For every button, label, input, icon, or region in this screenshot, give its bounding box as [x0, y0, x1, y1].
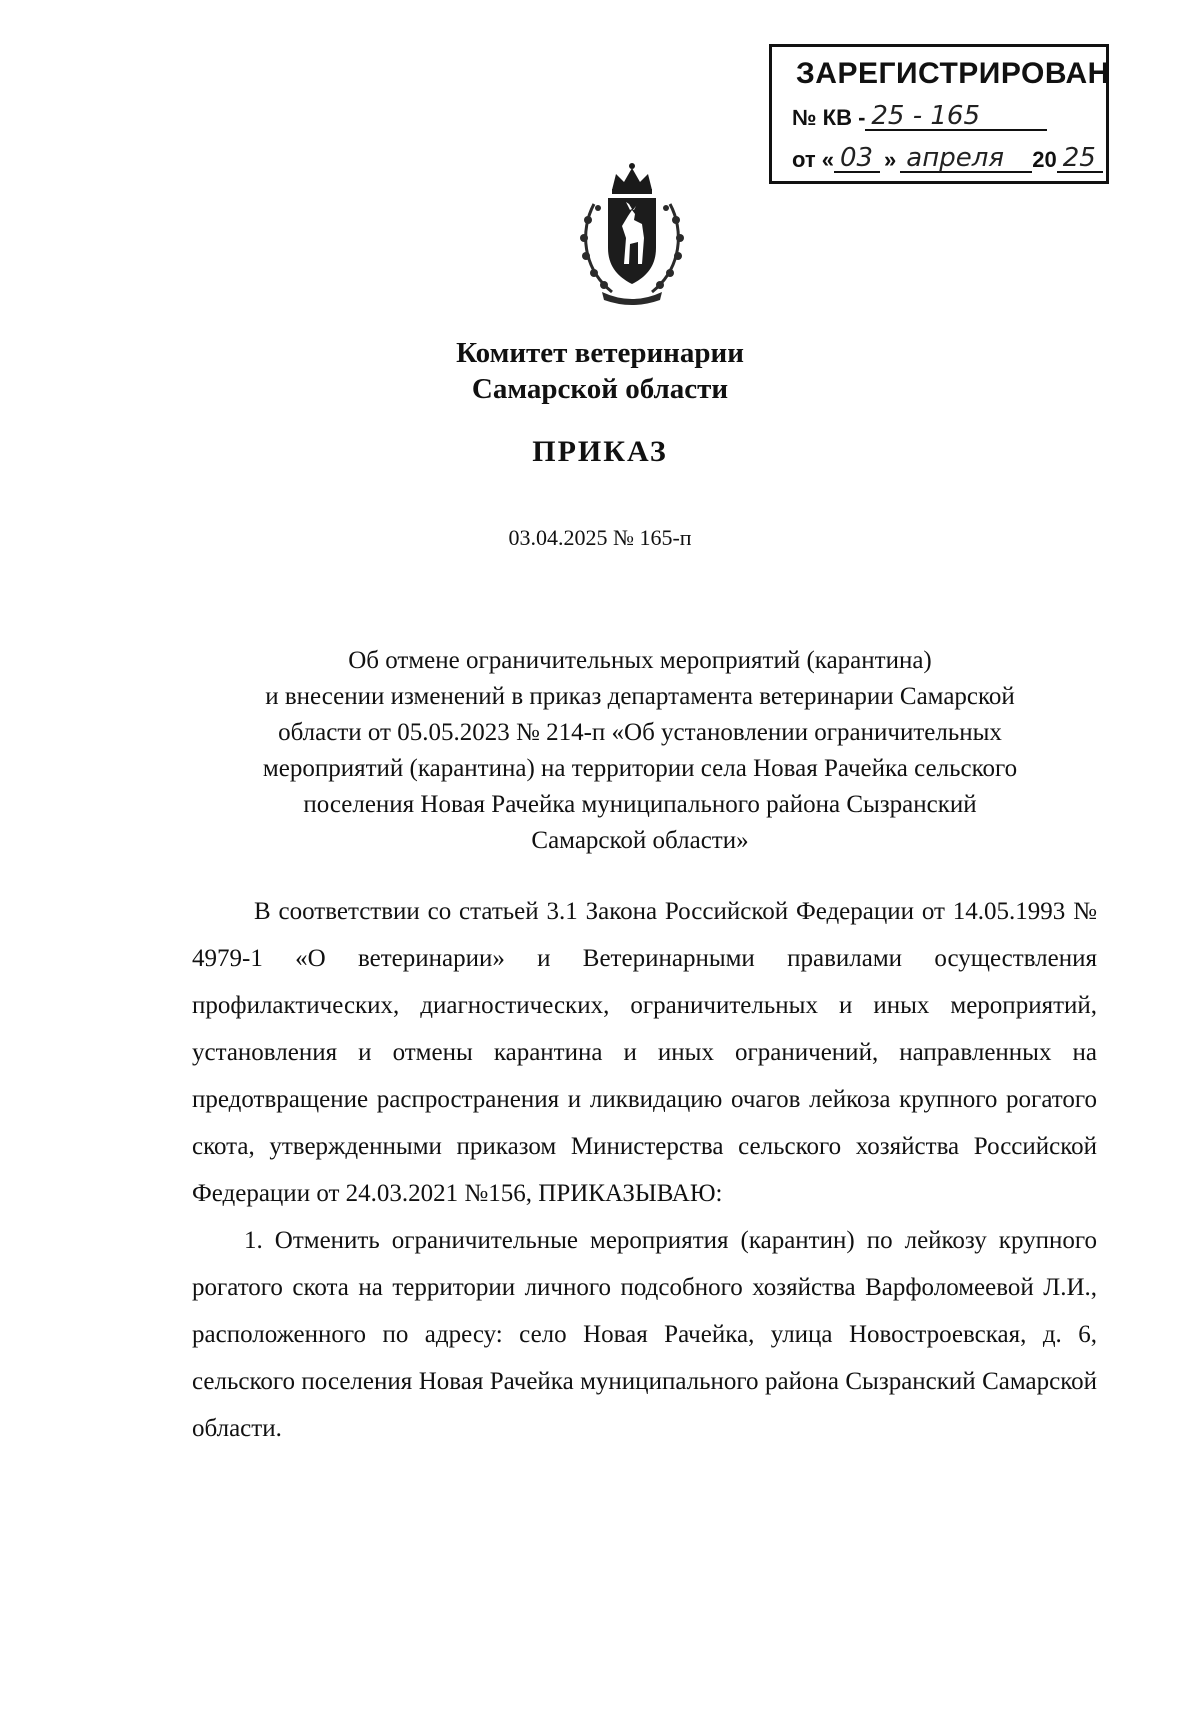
subject-line: Самарской области»: [531, 827, 749, 854]
stamp-date-year-prefix: 20: [1032, 147, 1057, 172]
subject-line: мероприятий (карантина) на территории села Новая Рачейка сельского: [262, 755, 1018, 782]
stamp-number-prefix: № КВ -: [792, 105, 866, 130]
subject-line: поселения Новая Рачейка муниципального района Сызранский: [303, 791, 977, 818]
subject-line: области от 05.05.2023 № 214-п «Об установлении ограничительных: [278, 719, 1002, 746]
stamp-date-year-suffix: 25: [1057, 145, 1103, 173]
stamp-date-line: [792, 145, 1103, 173]
order-body: [192, 888, 1097, 1452]
stamp-date-day: 03: [834, 145, 880, 173]
coat-of-arms-icon: [572, 160, 692, 308]
stamp-date-prefix: от «: [792, 147, 835, 172]
stamp-date-sep: »: [884, 147, 897, 172]
subject-line: и внесении изменений в приказ департамента ветеринарии Самарской: [265, 683, 1015, 710]
registration-stamp: [769, 44, 1109, 184]
stamp-date-month: апреля: [900, 145, 1032, 173]
organization-name: [0, 335, 1200, 407]
stamp-number-line: [792, 103, 1047, 131]
preamble-paragraph: В соответствии со статьей 3.1 Закона Российской Федерации от 14.05.1993 № 4979-1 «О ветеринарии» и Ветеринарными правилами осуществления профилактических, диагностических, ограничительных и иных мероприятий, установления и отмены карантина и иных ограничений, направленных на предотвращение распространения и ликвидацию очагов лейкоза крупного рогатого скота, утвержденными приказом Министерства сельского хозяйства Российской Федерации от 24.03.2021 №156, ПРИКАЗЫВАЮ:: [192, 898, 1097, 1207]
stamp-number-handwritten: 25 - 165: [865, 103, 1047, 131]
document-type: ПРИКАЗ: [532, 435, 668, 468]
organization-line-2: Самарской области: [471, 373, 729, 405]
order-item-1: 1. Отменить ограничительные мероприятия (карантин) по лейкозу крупного рогатого скота на территории личного подсобного хозяйства Варфоломеевой Л.И., расположенного по адресу: село Новая Рачейка, улица Новостроевская, д. 6, сельского поселения Новая Рачейка муниципального района Сызранский Самарской области.: [192, 1227, 1097, 1442]
stamp-title: ЗАРЕГИСТРИРОВАН: [796, 57, 1110, 90]
order-subject: [200, 643, 1080, 859]
subject-line: Об отмене ограничительных мероприятий (карантина): [348, 647, 932, 674]
order-date-number: 03.04.2025 № 165-п: [508, 525, 692, 550]
organization-line-1: Комитет ветеринарии: [456, 337, 744, 369]
